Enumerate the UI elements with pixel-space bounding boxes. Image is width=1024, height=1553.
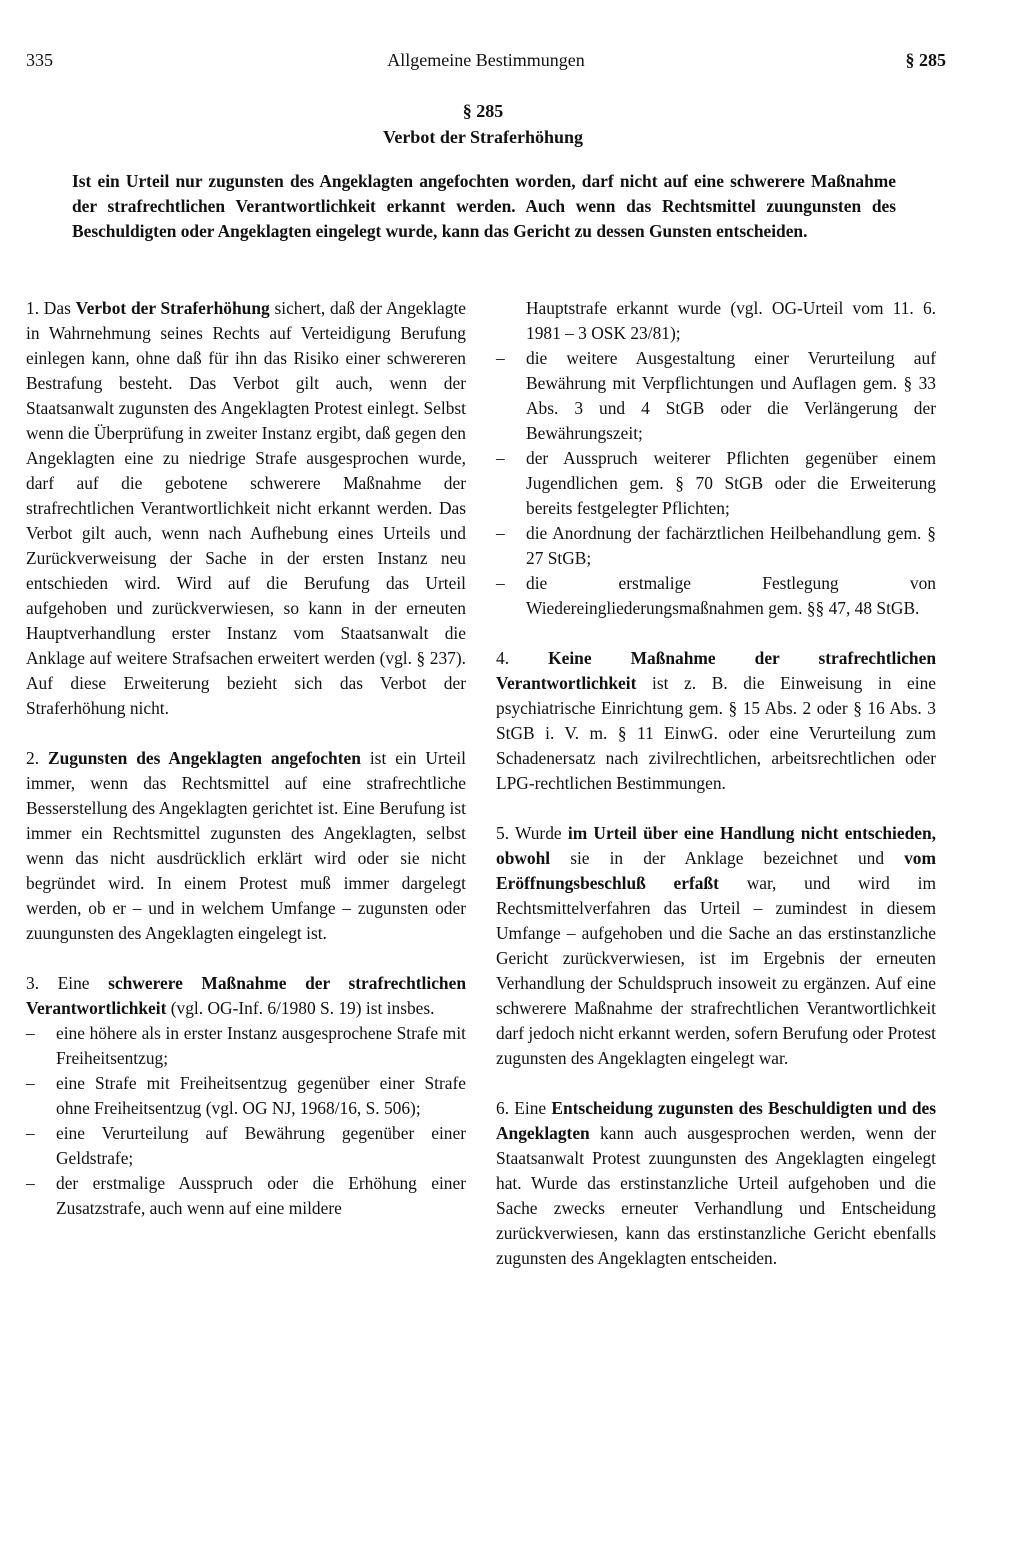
running-paragraph-number: § 285 [905,50,946,70]
note-2: 2. Zugunsten des Angeklagten angefochten ist ein Urteil immer, wenn das Rechtsmittel auf eine strafrechtliche Besserstellung des Angeklagten gerichtet ist. Eine Berufung ist immer ein Rechtsmittel zugunsten des Angeklagten, selbst wenn das nicht ausdrücklich erklärt wird oder sie nicht begründet wird. In einem Protest muß immer dargelegt werden, ob er – und in welchem Umfange – zugunsten oder zuungunsten des Angeklagten eingelegt ist. [26,748,466,943]
note-3-list-continued [496,346,936,621]
list-item: – der erstmalige Ausspruch oder die Erhöhung einer Zusatzstrafe, auch wenn auf eine mildere [26,1171,466,1221]
note-1: 1. Das Verbot der Straferhöhung sichert, daß der Angeklagte in Wahrnehmung seines Rechts auf Verteidigung Berufung einlegen kann, ohne daß für ihn das Risiko einer schwereren Bestrafung besteht. Das Verbot gilt auch, wenn der Staatsanwalt zugunsten des Angeklagten Protest einlegt. Selbst wenn die Überprüfung in zweiter Instanz ergibt, daß gegen den Angeklagten eine zu niedrige Strafe ausgesprochen wurde, darf auf die gebotene schwerere Maßnahme der strafrechtlichen Verantwortlichkeit nicht erkannt werden. Das Verbot gilt auch, wenn nach Aufhebung eines Urteils und Zurückverweisung der Sache in der ersten Instanz neu entschieden wird. Wird auf die Berufung das Urteil aufgehoben und zurückverwiesen, so kann in der erneuten Hauptverhandlung erster Instanz vom Staatsanwalt die Anklage auf weitere Strafsachen erweitert werden (vgl. § 237). Auf diese Erweiterung bezieht sich das Verbot der Straferhöhung nicht. [26,298,466,718]
note-5-keyword: im Urteil über eine Handlung nicht entschieden, obwohl [496,823,936,868]
left-column [26,296,466,1246]
list-item: – eine Strafe mit Freiheitsentzug gegenüber einer Strafe ohne Freiheitsentzug (vgl. OG NJ, 1968/16, S. 506); [26,1071,466,1121]
section-title: Verbot der Straferhöhung [382,127,583,147]
list-item: – die Anordnung der fachärztlichen Heilbehandlung gem. § 27 StGB; [496,521,936,571]
note-4: 4. Keine Maßnahme der strafrechtlichen Verantwortlichkeit ist z. B. die Einweisung in eine psychiatrische Einrichtung gem. § 15 Abs. 2 oder § 16 Abs. 3 StGB i. V. m. § 11 EinwG. oder eine Verurteilung zum Schadenersatz nach zivilrechtlichen, arbeitsrechtlichen oder LPG-rechtlichen Bestimmungen. [496,648,936,793]
list-item: – eine höhere als in erster Instanz ausgesprochene Strafe mit Freiheitsentzug; [26,1021,466,1071]
note-1-keyword: Verbot der Straferhöhung [75,298,270,318]
list-item: – die erstmalige Festlegung von Wiedereingliederungsmaßnahmen gem. §§ 47, 48 StGB. [496,571,936,621]
list-item-continuation: Hauptstrafe erkannt wurde (vgl. OG-Urteil vom 11. 6. 1981 – 3 OSK 23/81); [526,298,936,343]
note-3-list [26,1021,466,1221]
note-5: 5. Wurde im Urteil über eine Handlung nicht entschieden, obwohl sie in der Anklage bezeichnet und vom Eröffnungsbeschluß erfaßt war, und wird im Rechtsmittelverfahren das Urteil – zumindest in diesem Umfange – aufgehoben und die Sache an das erstinstanzliche Gericht zurückverwiesen, ist im Ergebnis der erneuten Verhandlung der Schuldspruch insoweit zu ergänzen. Auf eine schwerere Maßnahme der strafrechtlichen Verantwortlichkeit darf jedoch nicht erkannt werden, sofern Berufung oder Protest zugunsten des Angeklagten eingelegt war. [496,823,936,1068]
note-2-keyword: Zugunsten des Angeklagten angefochten [48,748,361,768]
statute-text: Ist ein Urteil nur zugunsten des Angeklagten angefochten worden, darf nicht auf eine schwerere Maßnahme der strafrechtlichen Verantwortlichkeit erkannt werden. Auch wenn das Rechtsmittel zuungunsten des Beschuldigten oder Angeklagten eingelegt wurde, kann das Gericht zu dessen Gunsten entscheiden. [72,171,896,242]
list-item: – eine Verurteilung auf Bewährung gegenüber einer Geldstrafe; [26,1121,466,1171]
note-3: 3. Eine schwerere Maßnahme der strafrechtlichen Verantwortlichkeit (vgl. OG-Inf. 6/1980 S. 19) ist insbes. [26,973,466,1018]
section-number: § 285 [462,101,504,121]
note-6-keyword: Entscheidung zugunsten des Beschuldigten und des Angeklagten [496,1098,937,1143]
page-number: 335 [26,50,53,70]
list-item: – die weitere Ausgestaltung einer Verurteilung auf Bewährung mit Verpflichtungen und Auflagen gem. § 33 Abs. 3 und 4 StGB oder die Verlängerung der Bewährungszeit; [496,346,936,446]
running-title: Allgemeine Bestimmungen [387,50,585,70]
right-column [496,296,936,1296]
note-5-keyword-2: vom Eröffnungsbeschluß erfaßt [496,848,936,893]
section-heading [0,98,966,150]
note-4-keyword: Keine Maßnahme der strafrechtlichen Verantwortlichkeit [496,648,936,693]
list-item: – der Ausspruch weiterer Pflichten gegenüber einem Jugendlichen gem. § 70 StGB oder die Erweiterung bereits festgelegter Pflichten; [496,446,936,521]
note-3-keyword: schwerere Maßnahme der strafrechtlichen Verantwortlichkeit [26,973,466,1018]
running-header [26,50,946,76]
note-6: 6. Eine Entscheidung zugunsten des Beschuldigten und des Angeklagten kann auch ausgesprochen werden, wenn der Staatsanwalt Protest zuungunsten des Angeklagten eingelegt hat. Wurde das erstinstanzliche Urteil aufgehoben und die Sache zwecks erneuter Verhandlung und Entscheidung zurückverwiesen, kann das erstinstanzliche Gericht ebenfalls zugunsten des Angeklagten entscheiden. [496,1098,937,1268]
